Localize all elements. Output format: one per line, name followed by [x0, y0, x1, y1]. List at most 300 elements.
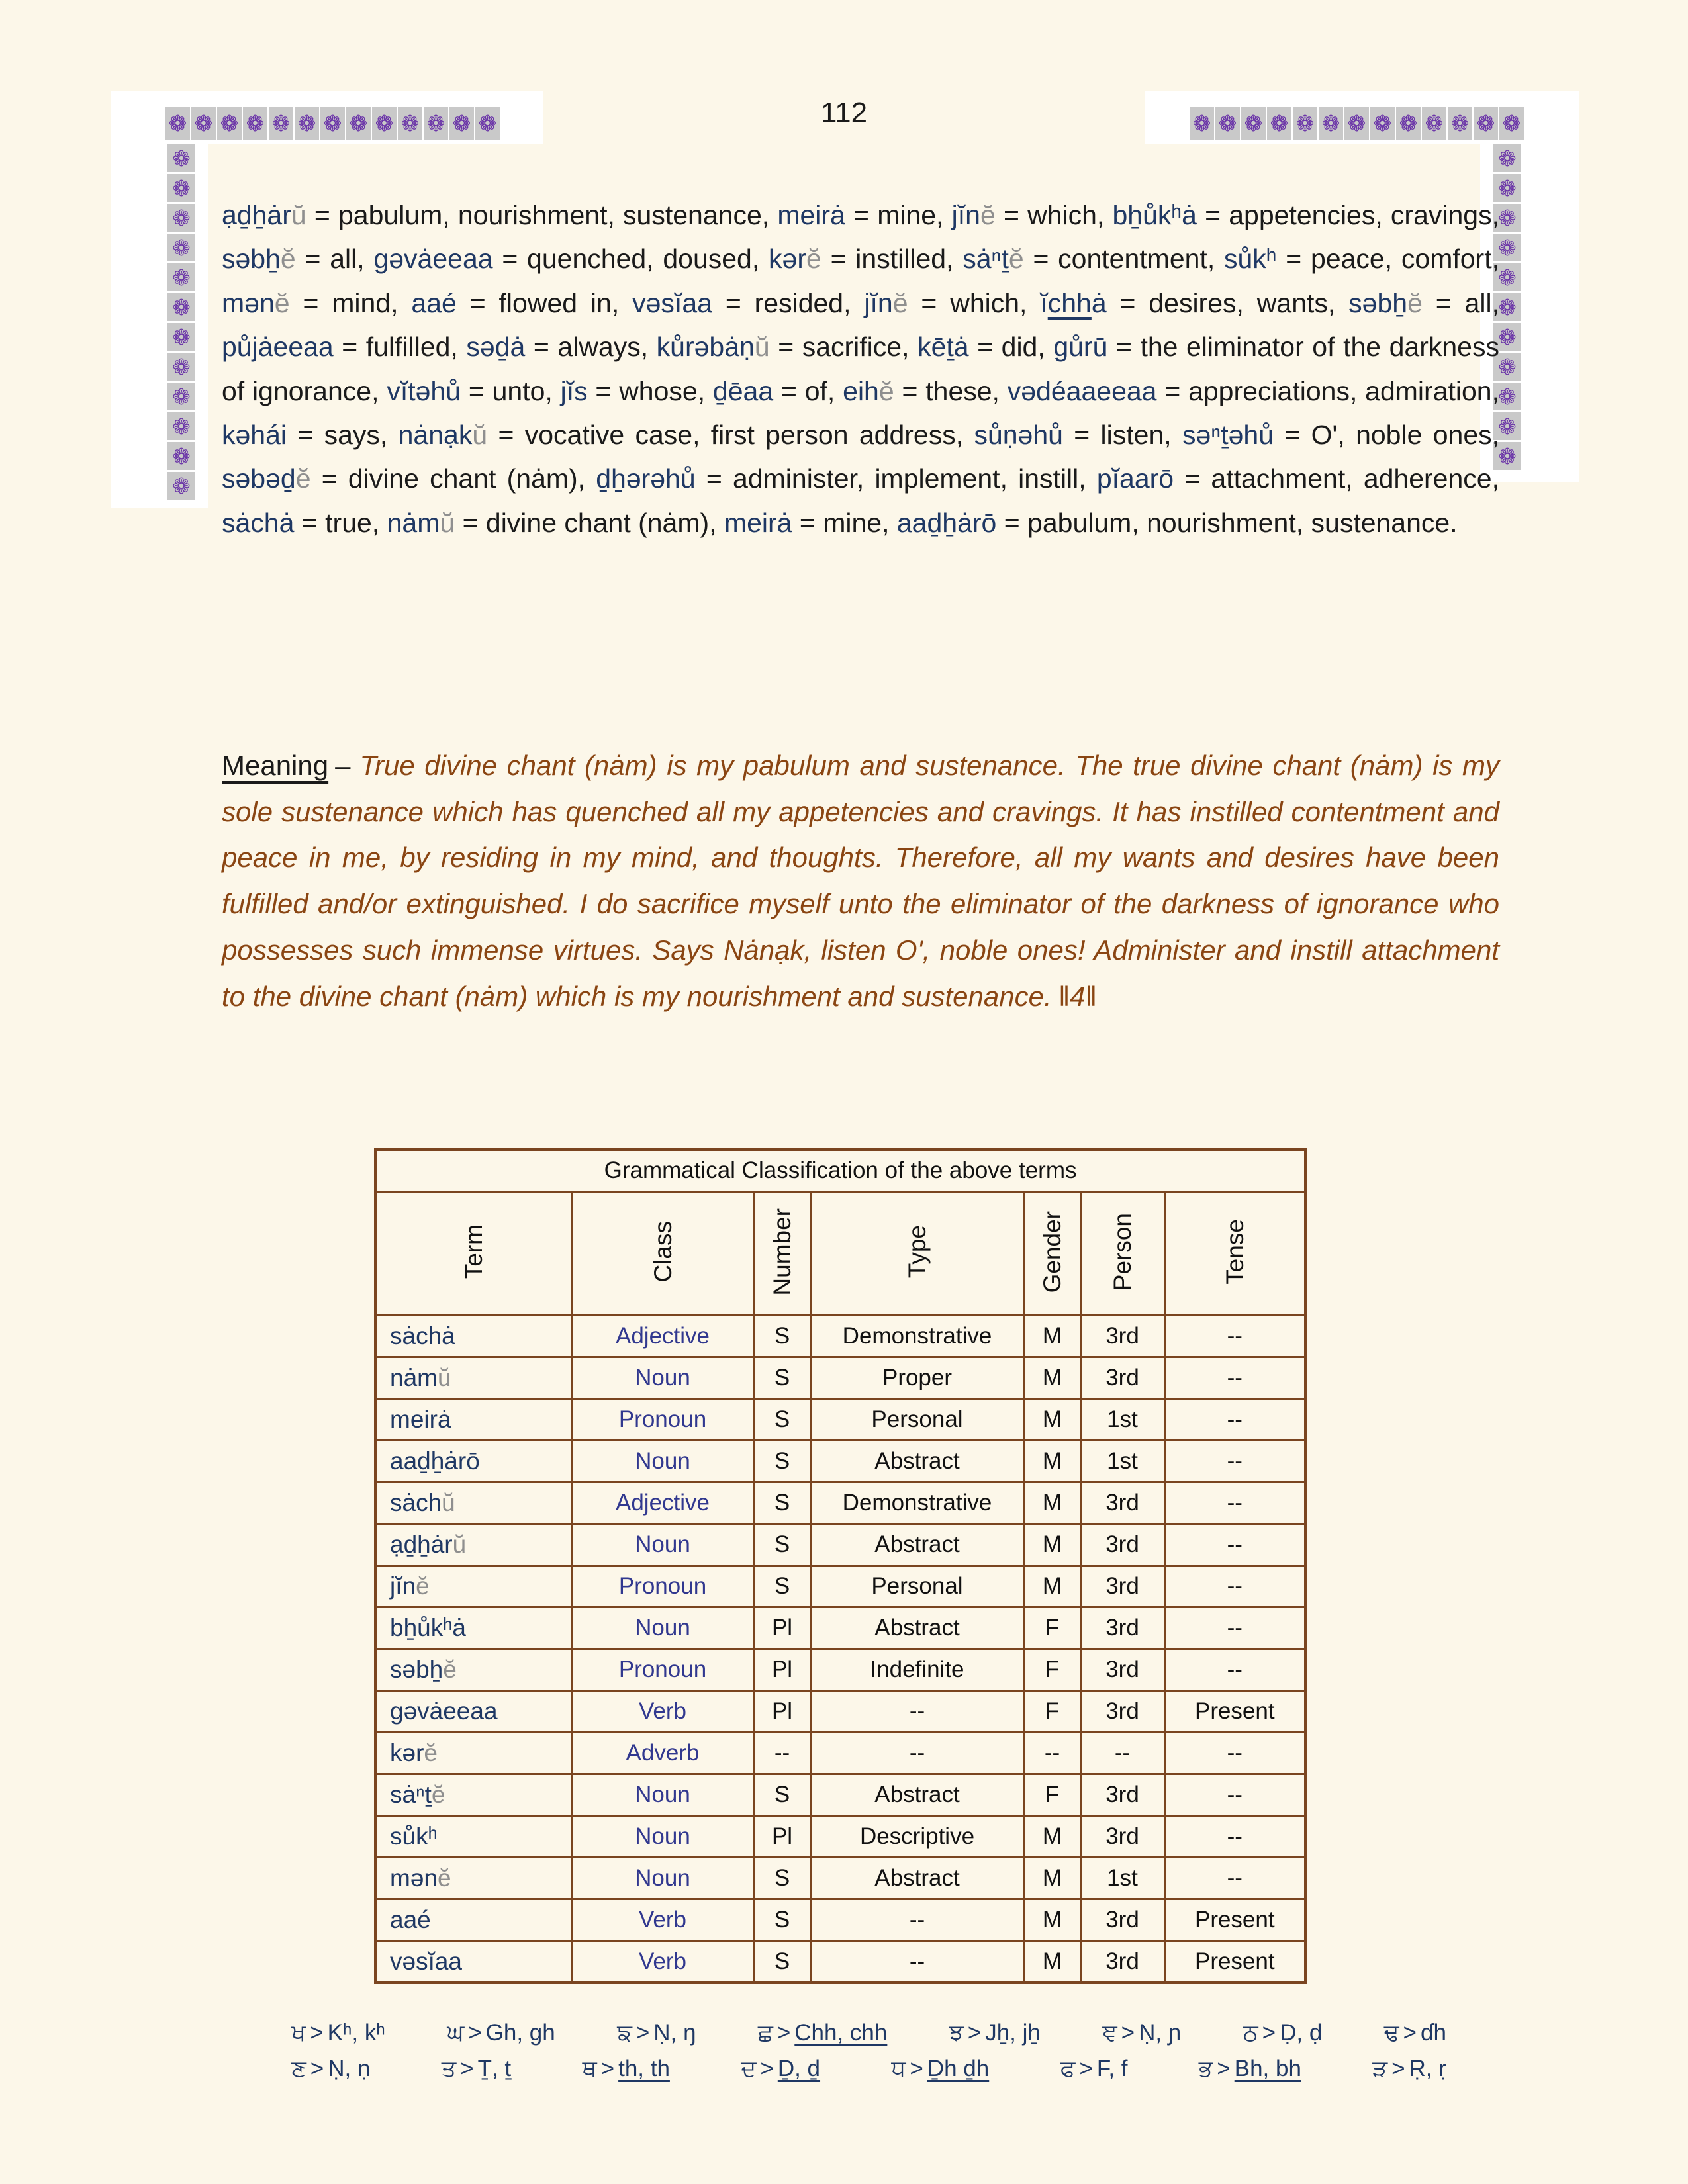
definition-segment: bẖůkʰȧ: [1112, 200, 1197, 230]
flower-icon: ❁: [191, 107, 216, 140]
cell-person: 3rd: [1080, 1691, 1164, 1733]
mapping-arrow: >: [967, 2020, 982, 2046]
mapping-arrow: >: [468, 2020, 482, 2046]
cell-tense: --: [1164, 1482, 1305, 1524]
cell-number: S: [754, 1399, 810, 1441]
definition-segment: sȧⁿṯ: [962, 244, 1009, 275]
flower-icon: ❁: [1215, 107, 1240, 140]
latin-transliteration: Ṯ, ṯ: [477, 2056, 512, 2081]
definition-segment: mən: [222, 287, 275, 318]
definitions-paragraph: [222, 193, 1499, 545]
cell-tense: Present: [1164, 1691, 1305, 1733]
flower-icon: ❁: [167, 383, 195, 410]
definition-segment: nȧnạk: [398, 420, 473, 451]
cell-person: 3rd: [1080, 1816, 1164, 1858]
definition-segment: ĕ: [1407, 287, 1423, 318]
cell-tense: Present: [1164, 1941, 1305, 1983]
cell-gender: F: [1024, 1608, 1080, 1649]
cell-number: S: [754, 1941, 810, 1983]
cell-gender: M: [1024, 1566, 1080, 1608]
cell-term: jĭnĕ: [375, 1566, 571, 1608]
gurmukhi-letter: ਥ: [582, 2056, 597, 2081]
definition-segment: kər: [769, 244, 806, 275]
definition-segment: vədéaaeeaa: [1007, 375, 1157, 406]
flower-icon: ❁: [372, 107, 397, 140]
cell-type: Personal: [810, 1399, 1024, 1441]
letter-mapping: [442, 2056, 511, 2082]
cell-type: Abstract: [810, 1524, 1024, 1566]
cell-person: 3rd: [1080, 1524, 1164, 1566]
definition-segment: = sacrifice,: [769, 332, 918, 363]
cell-term: vəsĭaa: [375, 1941, 571, 1983]
definition-segment: pĭaarō: [1096, 463, 1174, 494]
latin-transliteration: Chh, chh: [794, 2020, 888, 2046]
flower-icon: ❁: [1474, 107, 1498, 140]
definition-segment: = which,: [908, 287, 1041, 318]
gurmukhi-letter: ਙ: [617, 2020, 632, 2046]
flower-icon: ❁: [1493, 204, 1521, 232]
mapping-arrow: >: [635, 2020, 650, 2046]
cell-tense: --: [1164, 1316, 1305, 1357]
letter-mapping: [291, 2056, 370, 2082]
definition-segment: = appreciations, admiration,: [1156, 375, 1499, 406]
cell-term: səbẖĕ: [375, 1649, 571, 1691]
table-row: [375, 1899, 1305, 1941]
table-row: [375, 1858, 1305, 1899]
definition-segment: ĕ: [1008, 244, 1024, 275]
definition-segment: = attachment, adherence,: [1174, 463, 1499, 494]
transliteration-key: [291, 2020, 1446, 2091]
gurmukhi-letter: ਫ: [1060, 2056, 1076, 2081]
gurmukhi-letter: ੜ: [1372, 2056, 1388, 2081]
gurmukhi-letter: ਘ: [447, 2020, 465, 2046]
column-header-class: Class: [649, 1221, 677, 1283]
cell-class: Noun: [571, 1774, 754, 1816]
cell-class: Noun: [571, 1608, 754, 1649]
mapping-arrow: >: [776, 2020, 791, 2046]
cell-person: 3rd: [1080, 1649, 1164, 1691]
flower-icon: ❁: [167, 472, 195, 500]
definition-segment: ĕ: [274, 287, 290, 318]
cell-number: S: [754, 1858, 810, 1899]
flower-icon: ❁: [1493, 383, 1521, 410]
cell-type: Abstract: [810, 1608, 1024, 1649]
cell-type: Abstract: [810, 1774, 1024, 1816]
cell-number: S: [754, 1316, 810, 1357]
cell-term: kərĕ: [375, 1733, 571, 1774]
flower-icon: ❁: [167, 174, 195, 202]
definition-segment: = always,: [525, 332, 657, 363]
definition-segment: ȧ: [1091, 287, 1107, 318]
gurmukhi-letter: ਢ: [1383, 2020, 1399, 2046]
definition-segment: kēṯȧ: [917, 332, 969, 363]
letter-mapping: [1372, 2056, 1446, 2082]
gurmukhi-letter: ਖ: [291, 2020, 306, 2046]
letter-mapping: [617, 2020, 696, 2046]
cell-number: Pl: [754, 1649, 810, 1691]
flower-icon: ❁: [1493, 144, 1521, 172]
definition-segment: kəhái: [222, 420, 287, 451]
definition-segment: = quenched, doused,: [492, 244, 769, 275]
cell-gender: F: [1024, 1774, 1080, 1816]
mapping-arrow: >: [310, 2020, 324, 2046]
table-row: [375, 1691, 1305, 1733]
cell-tense: --: [1164, 1524, 1305, 1566]
flower-icon: ❁: [167, 234, 195, 261]
cell-term: mənĕ: [375, 1858, 571, 1899]
definition-segment: səbẖ: [222, 244, 281, 275]
flower-icon: ❁: [1493, 323, 1521, 351]
flower-icon: ❁: [1493, 293, 1521, 321]
cell-term: ạḏẖȧrŭ: [375, 1524, 571, 1566]
cell-term: aaé: [375, 1899, 571, 1941]
definition-segment: = did,: [968, 332, 1054, 363]
cell-type: Abstract: [810, 1858, 1024, 1899]
cell-class: Verb: [571, 1941, 754, 1983]
definition-segment: jĭs: [560, 375, 588, 406]
column-header-type: Type: [904, 1225, 931, 1279]
gurmukhi-letter: ਞ: [1102, 2020, 1117, 2046]
cell-number: --: [754, 1733, 810, 1774]
column-header-gender: Gender: [1039, 1210, 1066, 1293]
definition-segment: = contentment,: [1023, 244, 1224, 275]
definition-segment: = all,: [1422, 287, 1500, 318]
letter-mapping: [291, 2020, 385, 2046]
definition-segment: sȧchȧ: [222, 507, 295, 538]
latin-transliteration: ɗh: [1421, 2020, 1446, 2046]
definition-segment: ĕ: [892, 287, 908, 318]
meaning-paragraph: [222, 743, 1499, 1019]
flower-icon: ❁: [1422, 107, 1446, 140]
gurmukhi-letter: ਤ: [441, 2056, 457, 2081]
mapping-arrow: >: [1079, 2056, 1093, 2081]
cell-class: Adjective: [571, 1482, 754, 1524]
table-row: [375, 1733, 1305, 1774]
definition-segment: ĭ: [1040, 287, 1048, 318]
cell-person: 3rd: [1080, 1482, 1164, 1524]
flower-icon: ❁: [1493, 234, 1521, 261]
transliteration-row: [291, 2056, 1446, 2082]
cell-term: aaḏẖȧrō: [375, 1441, 571, 1482]
flower-icon: ❁: [1319, 107, 1343, 140]
flower-icon: ❁: [295, 107, 319, 140]
meaning-label: Meaning: [222, 750, 329, 781]
definition-segment: = which,: [995, 200, 1113, 230]
flower-icon: ❁: [217, 107, 242, 140]
cell-term: sůkʰ: [375, 1816, 571, 1858]
definition-segment: vĭtəhů: [387, 375, 461, 406]
latin-transliteration: Ṇ, ŋ: [653, 2020, 696, 2046]
cell-class: Pronoun: [571, 1649, 754, 1691]
definition-segment: = O', noble ones,: [1274, 420, 1500, 451]
latin-transliteration: Kʰ, kʰ: [327, 2020, 385, 2046]
flower-icon: ❁: [1493, 174, 1521, 202]
cell-term: nȧmŭ: [375, 1357, 571, 1399]
letter-mapping: [1102, 2020, 1181, 2046]
column-header-number: Number: [769, 1208, 796, 1296]
definition-segment: = unto,: [461, 375, 561, 406]
table-row: [375, 1816, 1305, 1858]
flower-icon: ❁: [167, 263, 195, 291]
cell-gender: M: [1024, 1858, 1080, 1899]
table-row: [375, 1399, 1305, 1441]
definition-segment: = whose,: [587, 375, 713, 406]
cell-number: Pl: [754, 1608, 810, 1649]
definition-segment: = mind,: [289, 287, 412, 318]
definition-segment: = of,: [773, 375, 843, 406]
cell-class: Pronoun: [571, 1566, 754, 1608]
cell-class: Pronoun: [571, 1399, 754, 1441]
cell-class: Noun: [571, 1524, 754, 1566]
cell-number: S: [754, 1482, 810, 1524]
cell-gender: M: [1024, 1441, 1080, 1482]
cell-person: 1st: [1080, 1858, 1164, 1899]
flower-icon: ❁: [167, 442, 195, 470]
letter-mapping: [949, 2020, 1041, 2046]
flower-icon: ❁: [475, 107, 500, 140]
cell-class: Adverb: [571, 1733, 754, 1774]
definition-segment: səḏȧ: [466, 332, 526, 363]
cell-class: Adjective: [571, 1316, 754, 1357]
latin-transliteration: Ṇ, ɲ: [1139, 2020, 1182, 2046]
cell-term: meirȧ: [375, 1399, 571, 1441]
flower-icon: ❁: [424, 107, 448, 140]
letter-mapping: [447, 2020, 555, 2046]
cell-person: 1st: [1080, 1441, 1164, 1482]
flower-icon: ❁: [167, 353, 195, 381]
definition-segment: nȧm: [387, 507, 440, 538]
gurmukhi-letter: ਠ: [1243, 2020, 1258, 2046]
mapping-arrow: >: [460, 2056, 474, 2081]
letter-mapping: [891, 2056, 989, 2082]
definition-segment: = pabulum, nourishment, sustenance,: [306, 200, 778, 230]
definition-segment: = desires, wants,: [1106, 287, 1349, 318]
latin-transliteration: th, th: [618, 2056, 670, 2081]
cell-number: S: [754, 1441, 810, 1482]
transliteration-row: [291, 2020, 1446, 2046]
cell-type: --: [810, 1733, 1024, 1774]
flower-icon: ❁: [1448, 107, 1472, 140]
definition-segment: ĕ: [980, 200, 996, 230]
gurmukhi-letter: ਭ: [1198, 2056, 1213, 2081]
definition-segment: = the eliminator of the darkness of ignorance,: [222, 332, 1499, 406]
latin-transliteration: Ḍ, ḍ: [1280, 2020, 1323, 2046]
definition-segment: = all,: [295, 244, 374, 275]
gurmukhi-letter: ਦ: [741, 2056, 757, 2081]
latin-transliteration: Ṛ, ṛ: [1409, 2056, 1446, 2081]
mapping-arrow: >: [1262, 2020, 1276, 2046]
flower-icon: ❁: [1370, 107, 1395, 140]
latin-transliteration: Gh, gh: [485, 2020, 555, 2046]
cell-gender: --: [1024, 1733, 1080, 1774]
definition-segment: ŭ: [291, 200, 306, 230]
cell-number: S: [754, 1524, 810, 1566]
table-title-row: [375, 1150, 1305, 1192]
cell-gender: M: [1024, 1816, 1080, 1858]
definition-segment: kůrəbȧṇ: [656, 332, 755, 363]
cell-class: Noun: [571, 1858, 754, 1899]
page-number: 112: [820, 97, 868, 129]
cell-class: Verb: [571, 1899, 754, 1941]
definition-segment: = resided,: [712, 287, 865, 318]
cell-person: 3rd: [1080, 1899, 1164, 1941]
cell-type: Demonstrative: [810, 1482, 1024, 1524]
definition-segment: ĕ: [806, 244, 821, 275]
table-row: [375, 1649, 1305, 1691]
gurmukhi-letter: ਣ: [291, 2056, 306, 2081]
cell-tense: --: [1164, 1774, 1305, 1816]
mapping-arrow: >: [1121, 2020, 1135, 2046]
cell-tense: Present: [1164, 1899, 1305, 1941]
letter-mapping: [1060, 2056, 1128, 2082]
definition-segment: ŭ: [754, 332, 770, 363]
mapping-arrow: >: [1391, 2056, 1405, 2081]
cell-type: --: [810, 1691, 1024, 1733]
definition-segment: aaḏẖȧrō: [896, 507, 997, 538]
cell-term: sȧchŭ: [375, 1482, 571, 1524]
definition-segment: ĕ: [295, 463, 311, 494]
cell-tense: --: [1164, 1816, 1305, 1858]
letter-mapping: [758, 2020, 888, 2046]
cell-tense: --: [1164, 1441, 1305, 1482]
cell-type: Personal: [810, 1566, 1024, 1608]
definition-segment: jĭn: [951, 200, 980, 230]
flower-icon: ❁: [398, 107, 422, 140]
definition-segment: səⁿṯəhů: [1182, 420, 1274, 451]
table-header-row: [375, 1192, 1305, 1316]
cell-tense: --: [1164, 1399, 1305, 1441]
cell-gender: M: [1024, 1941, 1080, 1983]
definition-segment: gůrū: [1053, 332, 1108, 363]
letter-mapping: [1243, 2020, 1323, 2046]
cell-tense: --: [1164, 1608, 1305, 1649]
cell-type: Descriptive: [810, 1816, 1024, 1858]
cell-type: Demonstrative: [810, 1316, 1024, 1357]
definition-segment: meirȧ: [724, 507, 792, 538]
flower-icon: ❁: [167, 204, 195, 232]
cell-type: --: [810, 1899, 1024, 1941]
cell-class: Noun: [571, 1357, 754, 1399]
definition-segment: = flowed in,: [456, 287, 633, 318]
definition-segment: sůkʰ: [1224, 244, 1277, 275]
cell-person: 3rd: [1080, 1774, 1164, 1816]
mapping-arrow: >: [910, 2056, 923, 2081]
cell-gender: M: [1024, 1316, 1080, 1357]
gurmukhi-letter: ਝ: [949, 2020, 964, 2046]
flower-icon: ❁: [167, 412, 195, 440]
definition-segment: ḏēaa: [712, 375, 774, 406]
cell-type: Proper: [810, 1357, 1024, 1399]
cell-term: sȧⁿṯĕ: [375, 1774, 571, 1816]
cell-person: 1st: [1080, 1399, 1164, 1441]
cell-person: 3rd: [1080, 1316, 1164, 1357]
definition-segment: = fulfilled,: [333, 332, 467, 363]
cell-term: gəvȧeeaa: [375, 1691, 571, 1733]
flower-icon: ❁: [1493, 263, 1521, 291]
table-row: [375, 1316, 1305, 1357]
table-row: [375, 1566, 1305, 1608]
definition-segment: = pabulum, nourishment, sustenance.: [996, 507, 1458, 538]
flower-icon: ❁: [1344, 107, 1369, 140]
definition-segment: jĭn: [864, 287, 893, 318]
flower-icon: ❁: [243, 107, 267, 140]
table-row: [375, 1774, 1305, 1816]
definition-segment: = true,: [294, 507, 387, 538]
table-title: Grammatical Classification of the above terms: [375, 1150, 1305, 1192]
cell-gender: F: [1024, 1649, 1080, 1691]
latin-transliteration: F, f: [1096, 2056, 1128, 2081]
definition-segment: sůṇəhů: [974, 420, 1063, 451]
definition-segment: = these,: [894, 375, 1008, 406]
cell-person: --: [1080, 1733, 1164, 1774]
cell-number: S: [754, 1899, 810, 1941]
definition-segment: səbẖ: [1348, 287, 1408, 318]
cell-person: 3rd: [1080, 1608, 1164, 1649]
definition-segment: aaé: [411, 287, 457, 318]
definition-segment: ŭ: [472, 420, 488, 451]
cell-tense: --: [1164, 1858, 1305, 1899]
letter-mapping: [1199, 2056, 1301, 2082]
flower-icon: ❁: [269, 107, 293, 140]
flower-icon: ❁: [167, 144, 195, 172]
flower-border-left: [167, 144, 195, 500]
mapping-arrow: >: [310, 2056, 324, 2081]
cell-person: 3rd: [1080, 1566, 1164, 1608]
cell-person: 3rd: [1080, 1357, 1164, 1399]
letter-mapping: [741, 2056, 820, 2082]
table-row: [375, 1357, 1305, 1399]
cell-number: S: [754, 1357, 810, 1399]
latin-transliteration: Ḏ, ḏ: [777, 2056, 821, 2081]
definition-segment: = divine chant (nȧm),: [310, 463, 596, 494]
cell-gender: M: [1024, 1357, 1080, 1399]
column-header-term: Term: [459, 1224, 487, 1279]
column-header-person: Person: [1109, 1212, 1136, 1291]
flower-icon: ❁: [1190, 107, 1214, 140]
latin-transliteration: Ṇ, ṇ: [328, 2056, 371, 2081]
definition-segment: ŭ: [440, 507, 455, 538]
flower-icon: ❁: [1396, 107, 1421, 140]
definition-segment: = divine chant (nȧm),: [455, 507, 724, 538]
cell-tense: --: [1164, 1357, 1305, 1399]
mapping-arrow: >: [1403, 2020, 1417, 2046]
definition-segment: eih: [843, 375, 879, 406]
definition-segment: = says,: [287, 420, 399, 451]
meaning-text: True divine chant (nȧm) is my pabulum and sustenance. The true divine chant (nȧm) is my sole sustenance which has quenched all my appetencies and cravings. It has instilled contentment and peace in me, by residing in my mind, and thoughts. Therefore, all my wants and desires have been fulfilled and/or extinguished. I do sacrifice myself unto the eliminator of the darkness of ignorance who possesses such immense virtues. Says Nȧnạk, listen O', noble ones! Administer and instill attachment to the divine chant (nȧm) which is my nourishment and sustenance.: [222, 750, 1499, 1012]
table-row: [375, 1441, 1305, 1482]
definition-segment: gəvȧeeaa: [373, 244, 493, 275]
definition-segment: meirȧ: [777, 200, 845, 230]
flower-icon: ❁: [449, 107, 474, 140]
cell-tense: --: [1164, 1649, 1305, 1691]
definition-segment: chh: [1047, 287, 1092, 318]
flower-icon: ❁: [167, 323, 195, 351]
cell-term: bẖůkʰȧ: [375, 1608, 571, 1649]
table-row: [375, 1608, 1305, 1649]
table-row: [375, 1482, 1305, 1524]
gurmukhi-letter: ਛ: [757, 2020, 773, 2046]
definition-segment: = peace, comfort,: [1276, 244, 1499, 275]
flower-icon: ❁: [1241, 107, 1266, 140]
cell-type: Abstract: [810, 1441, 1024, 1482]
cell-person: 3rd: [1080, 1941, 1164, 1983]
table-row: [375, 1941, 1305, 1983]
definition-segment: = appetencies, cravings,: [1196, 200, 1499, 230]
definition-segment: vəsĭaa: [632, 287, 712, 318]
flower-icon: ❁: [1293, 107, 1317, 140]
column-header-tense: Tense: [1221, 1219, 1248, 1285]
flower-icon: ❁: [1493, 412, 1521, 440]
